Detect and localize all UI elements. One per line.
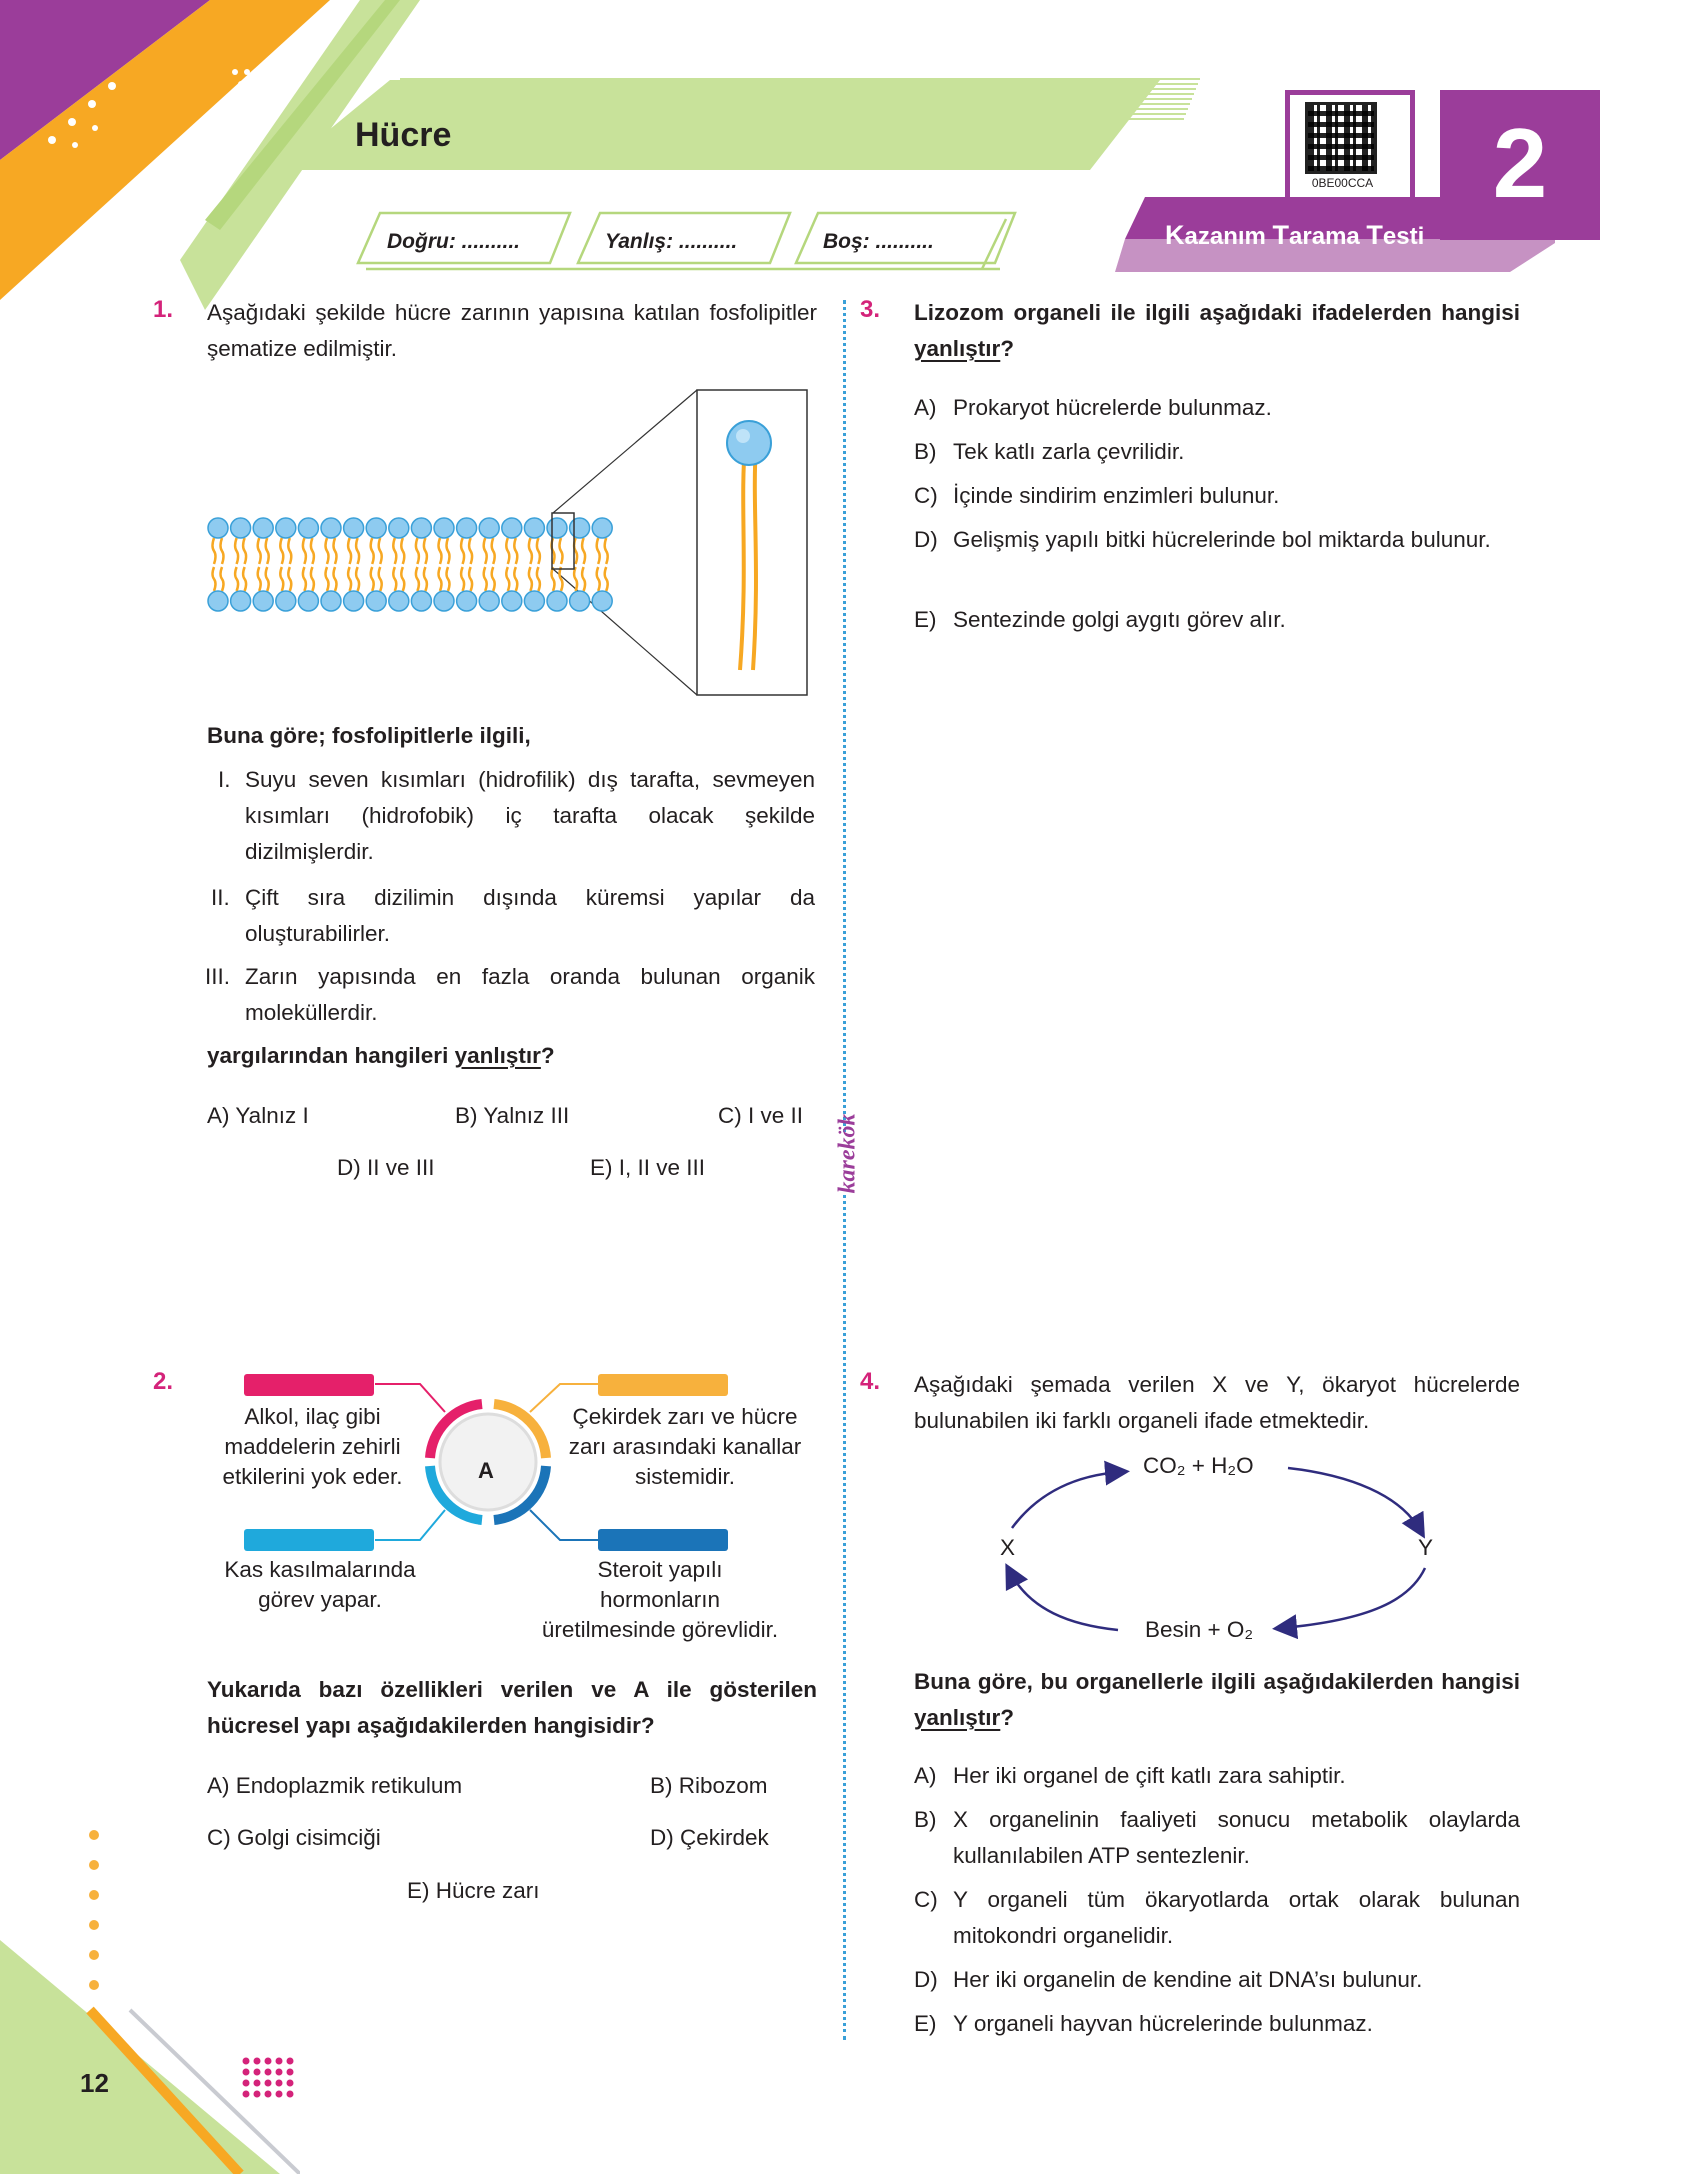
phospholipid-head: [411, 591, 431, 611]
phospholipid-tail: [560, 567, 563, 591]
phospholipid-tail: [424, 567, 427, 591]
phospholipid-tail: [484, 538, 487, 564]
phospholipid-tail: [447, 567, 450, 591]
phospholipid-tail: [221, 567, 224, 591]
phospholipid-tail: [597, 538, 600, 564]
phospholipid-head: [434, 591, 454, 611]
phospholipid-tail: [243, 538, 246, 564]
phospholipid-tail: [492, 567, 495, 591]
phospholipid-tail: [416, 538, 419, 564]
page-number: 12: [80, 2068, 109, 2098]
phospholipid-tail: [401, 538, 404, 564]
page-title: Hücre: [355, 116, 452, 154]
q1-option-d[interactable]: D) II ve III: [337, 1155, 435, 1180]
phospholipid-tail: [506, 567, 509, 591]
q3-stem: Lizozom organeli ile ilgili aşağıdaki ifadelerden hangisi yanlıştır?: [914, 300, 1520, 361]
blank-count-label: Boş: ..........: [823, 230, 934, 253]
q4-option-a-letter[interactable]: A): [914, 1763, 937, 1788]
qr-code-icon[interactable]: [1305, 102, 1377, 174]
phospholipid-tail: [371, 538, 374, 564]
phospholipid-head: [411, 518, 431, 538]
q3-option-e-letter[interactable]: E): [914, 607, 937, 632]
phospholipid-tail: [288, 567, 291, 591]
phospholipid-head: [344, 591, 364, 611]
phospholipid-tail: [379, 567, 382, 591]
phospholipid-tail: [439, 538, 442, 564]
q1-question: yargılarından hangileri yanlıştır?: [207, 1043, 555, 1068]
phospholipid-tail: [605, 567, 608, 591]
phospholipid-tail: [266, 538, 269, 564]
phospholipid-head: [231, 591, 251, 611]
q3-option-a-letter[interactable]: A): [914, 395, 937, 420]
phospholipid-head: [366, 591, 386, 611]
phospholipid-tail: [393, 567, 396, 591]
phospholipid-head: [479, 518, 499, 538]
phospholipid-head: [389, 591, 409, 611]
phospholipid-tail: [348, 538, 351, 564]
phospholipid-tail: [213, 567, 216, 591]
q1-lead: Buna göre; fosfolipitlerle ilgili,: [207, 723, 531, 748]
q4-diagram-top: CO₂ + H₂O: [1143, 1453, 1254, 1478]
phospholipid-tail: [235, 538, 238, 564]
phospholipid-tail: [334, 538, 337, 564]
phospholipid-head: [321, 591, 341, 611]
q1-statement-2: Çift sıra dizilimin dışında küremsi yapılar da oluşturabilirler.: [245, 885, 815, 946]
phospholipid-tail: [529, 567, 532, 591]
q4-option-d[interactable]: Her iki organelin de kendine ait DNA’sı bulunur.: [953, 1967, 1423, 1992]
phospholipid-bilayer-figure: [200, 385, 820, 705]
phospholipid-head: [457, 591, 477, 611]
q4-stem: Aşağıdaki şemada verilen X ve Y, ökaryot hücrelerde bulunabilen iki farklı organeli ifade etmektedir.: [914, 1372, 1520, 1433]
q3-option-b[interactable]: Tek katlı zarla çevrilidir.: [953, 439, 1185, 464]
phospholipid-tail: [461, 538, 464, 564]
q2-feature-3: Kas kasılmalarında görev yapar.: [224, 1557, 416, 1612]
q1-option-c[interactable]: C) I ve II: [718, 1103, 804, 1128]
phospholipid-tail: [266, 567, 269, 591]
q2-option-d[interactable]: D) Çekirdek: [650, 1825, 769, 1850]
q2-option-a[interactable]: A) Endoplazmik retikulum: [207, 1773, 463, 1798]
phospholipid-tail: [537, 538, 540, 564]
phospholipid-head: [253, 591, 273, 611]
phospholipid-tail: [235, 567, 238, 591]
phospholipid-head: [502, 518, 522, 538]
phospholipid-tail: [439, 567, 442, 591]
phospholipid-tail: [371, 567, 374, 591]
q4-number: 4.: [860, 1368, 881, 1395]
q1-statement-3: Zarın yapısında en fazla oranda bulunan organik moleküllerdir.: [245, 964, 815, 1025]
phospholipid-tail: [348, 567, 351, 591]
q3-option-d-letter[interactable]: D): [914, 527, 938, 552]
qr-code-text: 0BE00CCA: [1311, 176, 1374, 190]
phospholipid-tail: [514, 538, 517, 564]
phospholipid-tail: [326, 567, 329, 591]
phospholipid-head: [592, 591, 612, 611]
q1-number: 1.: [153, 296, 174, 323]
q4-option-c[interactable]: Y organeli tüm ökaryotlarda ortak olarak bulunan mitokondri organelidir.: [953, 1887, 1520, 1948]
q2-feature-1: Alkol, ilaç gibi maddelerin zehirli etkilerini yok eder.: [222, 1404, 403, 1489]
phospholipid-head: [208, 518, 228, 538]
phospholipid-tail: [280, 567, 283, 591]
q1-statement-num-1: I.: [218, 767, 231, 792]
phospholipid-tail: [447, 538, 450, 564]
phospholipid-head: [570, 591, 590, 611]
test-number: 2: [1492, 108, 1548, 218]
q3-option-a[interactable]: Prokaryot hücrelerde bulunmaz.: [953, 395, 1272, 420]
phospholipid-head: [434, 518, 454, 538]
phospholipid-head: [298, 591, 318, 611]
phospholipid-head: [479, 591, 499, 611]
phospholipid-head: [276, 591, 296, 611]
phospholipid-tail: [393, 538, 396, 564]
q2-option-c[interactable]: C) Golgi cisimciği: [207, 1825, 381, 1850]
phospholipid-head: [389, 518, 409, 538]
phospholipid-tail: [582, 538, 585, 564]
phospholipid-tail: [334, 567, 337, 591]
q4-option-b[interactable]: X organelinin faaliyeti sonucu metabolik olaylarda kullanılabilen ATP sentezlenir.: [953, 1807, 1520, 1868]
q2-number: 2.: [153, 1368, 174, 1395]
q3-option-c-letter[interactable]: C): [914, 483, 938, 508]
q2-option-b[interactable]: B) Ribozom: [650, 1773, 768, 1798]
q2-center-label: A: [478, 1458, 494, 1483]
phospholipid-tail: [605, 538, 608, 564]
phospholipid-head: [570, 518, 590, 538]
q4-option-c-letter[interactable]: C): [914, 1887, 938, 1912]
phospholipid-tail: [506, 538, 509, 564]
phospholipid-tail: [288, 538, 291, 564]
phospholipid-head: [592, 518, 612, 538]
phospholipid-tail: [356, 538, 359, 564]
phospholipid-tail: [514, 567, 517, 591]
q1-option-e[interactable]: E) I, II ve III: [590, 1155, 706, 1180]
dot-grid: [240, 2055, 300, 2105]
q4-diagram-x: X: [1000, 1535, 1016, 1560]
karekok-label: karekök: [834, 1113, 861, 1194]
phospholipid-tail: [303, 538, 306, 564]
q3-option-c[interactable]: İçinde sindirim enzimleri bulunur.: [953, 483, 1280, 508]
q3-option-e[interactable]: Sentezinde golgi aygıtı görev alır.: [953, 607, 1286, 632]
q2-question: Yukarıda bazı özellikleri verilen ve A ile gösterilen hücresel yapı aşağıdakilerden hangisidir?: [207, 1677, 817, 1738]
q2-option-e[interactable]: E) Hücre zarı: [407, 1878, 540, 1903]
phospholipid-head: [298, 518, 318, 538]
phospholipid-tail: [424, 538, 427, 564]
phospholipid-tail: [258, 538, 261, 564]
q1-option-a[interactable]: A) Yalnız I: [207, 1103, 309, 1128]
phospholipid-tail: [469, 567, 472, 591]
q1-option-b[interactable]: B) Yalnız III: [455, 1103, 570, 1128]
phospholipid-tail: [311, 567, 314, 591]
phospholipid-tail: [560, 538, 563, 564]
q2-feature-4: Steroit yapılı hormonların üretilmesinde görevlidir.: [541, 1557, 779, 1642]
phospholipid-tail: [258, 567, 261, 591]
phospholipid-tail: [416, 567, 419, 591]
correct-count-label: Doğru: ..........: [387, 230, 520, 253]
phospholipid-tail: [311, 538, 314, 564]
q4-option-e[interactable]: Y organeli hayvan hücrelerinde bulunmaz.: [953, 2011, 1373, 2036]
phospholipid-tail: [303, 567, 306, 591]
phospholipid-head: [457, 518, 477, 538]
phospholipid-tail: [461, 567, 464, 591]
q1-statement-num-2: II.: [211, 885, 230, 910]
phospholipid-head: [366, 518, 386, 538]
q4-diagram-bottom: Besin + O₂: [1145, 1617, 1254, 1642]
phospholipid-head: [231, 518, 251, 538]
phospholipid-head: [276, 518, 296, 538]
q4-diagram-y: Y: [1418, 1535, 1434, 1560]
q3-number: 3.: [860, 296, 881, 323]
phospholipid-tail: [280, 538, 283, 564]
phospholipid-head: [524, 591, 544, 611]
phospholipid-tail: [484, 567, 487, 591]
phospholipid-tail: [326, 538, 329, 564]
phospholipid-head: [253, 518, 273, 538]
q4-option-d-letter[interactable]: D): [914, 1967, 938, 1992]
phospholipid-tail: [379, 538, 382, 564]
phospholipid-head: [344, 518, 364, 538]
phospholipid-tail: [213, 538, 216, 564]
phospholipid-tail: [243, 567, 246, 591]
q3-option-d[interactable]: Gelişmiş yapılı bitki hücrelerinde bol miktarda bulunur.: [953, 527, 1491, 552]
phospholipid-head: [524, 518, 544, 538]
q1-stem: Aşağıdaki şekilde hücre zarının yapısına katılan fosfolipitler şematize edilmiştir.: [207, 300, 817, 361]
phospholipid-tail: [597, 567, 600, 591]
phospholipid-head: [321, 518, 341, 538]
q4-option-a[interactable]: Her iki organel de çift katlı zara sahiptir.: [953, 1763, 1346, 1788]
q3-option-b-letter[interactable]: B): [914, 439, 937, 464]
phospholipid-tail: [582, 567, 585, 591]
phospholipid-tail: [401, 567, 404, 591]
q4-option-e-letter[interactable]: E): [914, 2011, 937, 2036]
phospholipid-head: [547, 518, 567, 538]
phospholipid-head: [502, 591, 522, 611]
phospholipid-tail: [469, 538, 472, 564]
phospholipid-tail: [529, 538, 532, 564]
q1-statement-num-3: III.: [205, 964, 231, 989]
test-type-label: Kazanım Tarama Testi: [1165, 220, 1425, 250]
phospholipid-tail: [537, 567, 540, 591]
q2-feature-2: Çekirdek zarı ve hücre zarı arasındaki kanallar sistemidir.: [568, 1404, 802, 1489]
phospholipid-head: [547, 591, 567, 611]
phospholipid-head: [208, 591, 228, 611]
q4-option-b-letter[interactable]: B): [914, 1807, 937, 1832]
phospholipid-tail: [356, 567, 359, 591]
phospholipid-tail: [492, 538, 495, 564]
q1-statement-1: Suyu seven kısımları (hidrofilik) dış tarafta, sevmeyen kısımları (hidrofobik) iç tarafta olacak şekilde dizilmişlerdir.: [245, 767, 815, 864]
wrong-count-label: Yanlış: ..........: [605, 230, 738, 253]
q4-question: Buna göre, bu organellerle ilgili aşağıdakilerden hangisi yanlıştır?: [914, 1669, 1520, 1730]
phospholipid-tail: [221, 538, 224, 564]
dot-column: [84, 1825, 104, 2005]
